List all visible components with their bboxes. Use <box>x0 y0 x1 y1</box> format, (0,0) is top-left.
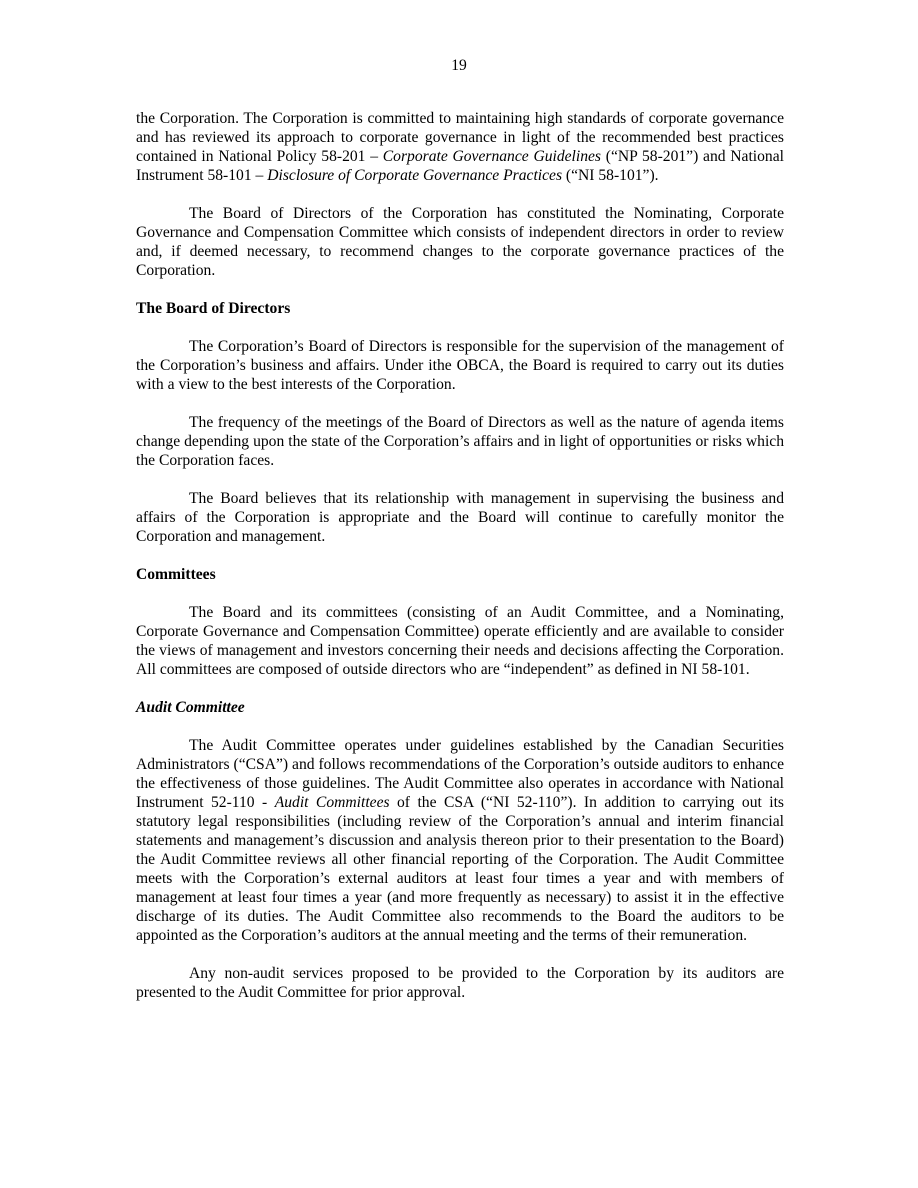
paragraph-board-responsibility: The Corporation’s Board of Directors is responsible for the supervision of the management of the Corporation’s business and affairs. Under ithe OBCA, the Board is required to carry out its duties with a view to the best interests of the Corporation. <box>136 338 784 393</box>
paragraph-non-audit-services: Any non-audit services proposed to be provided to the Corporation by its auditors are presented to the Audit Committee for prior approval. <box>136 965 784 1001</box>
np-58-201-title: Corporate Governance Guidelines <box>382 148 602 165</box>
paragraph-board-meetings: The frequency of the meetings of the Board of Directors as well as the nature of agenda items change depending upon the state of the Corporation’s affairs and in light of opportunities or risks which the Corporation faces. <box>136 414 784 469</box>
ni-52-110-title: Audit Committees <box>274 794 390 811</box>
paragraph-governance-intro: the Corporation. The Corporation is committed to maintaining high standards of corporate governance and has reviewed its approach to corporate governance in light of the recommended best practices contained in National Policy 58-201 – Corporate Governance Guidelines (“NP 58-201”) and National Instrument 58-101 – Disclosure of Corporate Governance Practices (“NI 58-101”). <box>136 110 784 184</box>
page-number: 19 <box>451 57 467 74</box>
paragraph-committees: The Board and its committees (consisting of an Audit Committee, and a Nominating, Corporate Governance and Compensation Committee) operate efficiently and are available to consider the views of management and investors concerning their needs and decisions affecting the Corporation. All committees are composed of outside directors who are “independent” as defined in NI 58-101. <box>136 604 784 678</box>
ni-58-101-title: Disclosure of Corporate Governance Practices <box>267 167 563 184</box>
heading-committees: Committees <box>136 566 216 583</box>
heading-audit-committee: Audit Committee <box>136 699 245 716</box>
page-body <box>136 109 784 1021</box>
paragraph-board-management: The Board believes that its relationship with management in supervising the business and affairs of the Corporation is appropriate and the Board will continue to carefully monitor the Corporation and management. <box>136 490 784 545</box>
paragraph-nominating-committee: The Board of Directors of the Corporation has constituted the Nominating, Corporate Governance and Compensation Committee which consists of independent directors in order to review and, if deemed necessary, to recommend changes to the corporate governance practices of the Corporation. <box>136 205 784 279</box>
heading-board-of-directors: The Board of Directors <box>136 300 291 317</box>
paragraph-audit-committee: The Audit Committee operates under guidelines established by the Canadian Securities Administrators (“CSA”) and follows recommendations of the Corporation’s outside auditors to enhance the effectiveness of those guidelines. The Audit Committee also operates in accordance with National Instrument 52-110 - Audit Committees of the CSA (“NI 52-110”). In addition to carrying out its statutory legal responsibilities (including review of the Corporation’s annual and interim financial statements and management’s discussion and analysis thereon prior to their presentation to the Board) the Audit Committee reviews all other financial reporting of the Corporation. The Audit Committee meets with the Corporation’s external auditors at least four times a year and with members of management at least four times a year (and more frequently as necessary) to assist it in the effective discharge of its duties. The Audit Committee also recommends to the Board the auditors to be appointed as the Corporation’s auditors at the annual meeting and the terms of their remuneration. <box>136 737 785 944</box>
